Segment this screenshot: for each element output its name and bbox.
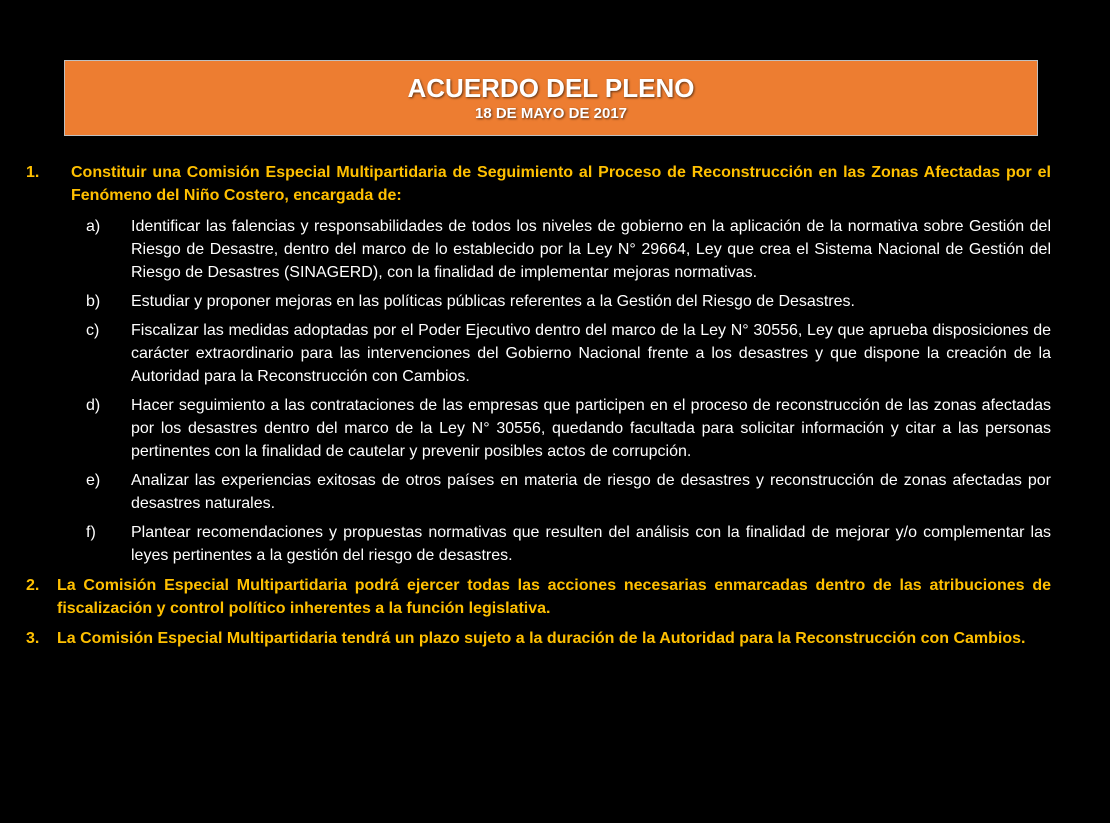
subitem-f [0,521,1110,567]
subitem-text: Hacer seguimiento a las contrataciones de las empresas que participen en el proceso de reconstrucción de las zonas afectadas por los desastres dentro del marco de la Ley N° 30556, quedando facultada para solicitar información y citar a las personas pertinentes con la finalidad de cautelar y prevenir posibles actos de corrupción. [131,397,1051,460]
item-number: 3. [26,630,40,647]
subitem-d [0,394,1110,463]
agreement-item-3 [0,627,1110,650]
subitem-letter: f) [86,524,96,541]
page-title: ACUERDO DEL PLENO [407,73,695,103]
item-text: La Comisión Especial Multipartidaria podrá ejercer todas las acciones necesarias enmarcadas dentro de las atribuciones de fiscalización y control político inherentes a la función legislativa. [57,577,1051,617]
agreement-item-1 [0,161,1110,567]
page-date: 18 DE MAYO DE 2017 [474,105,628,122]
subitem-text: Plantear recomendaciones y propuestas normativas que resulten del análisis con la finalidad de mejorar y/o complementar las leyes pertinentes a la gestión del riesgo de desastres. [131,524,1051,564]
subitem-letter: d) [86,397,101,414]
subitem-e [0,469,1110,515]
agreement-content [0,161,1110,650]
subitem-a [0,215,1110,284]
subitem-letter: a) [86,218,101,235]
subitem-text: Analizar las experiencias exitosas de otros países en materia de riesgo de desastres y reconstrucción de zonas afectadas por desastres naturales. [131,472,1051,512]
item-number: 2. [26,577,40,594]
subitem-text: Fiscalizar las medidas adoptadas por el Poder Ejecutivo dentro del marco de la Ley N° 30556, Ley que aprueba disposiciones de carácter extraordinario para las intervenciones del Gobierno Nacional frente a los desastres y que dispone la creación de la Autoridad para la Reconstrucción con Cambios. [131,322,1051,385]
item-number: 1. [26,164,40,181]
subitem-text: Estudiar y proponer mejoras en las políticas públicas referentes a la Gestión del Riesgo de Desastres. [131,293,855,310]
subitem-letter: c) [86,322,100,339]
agreement-item-2 [0,574,1110,620]
subitem-c [0,319,1110,388]
subitem-letter: b) [86,293,101,310]
subitem-letter: e) [86,472,101,489]
subitem-b [0,290,1110,313]
item-text: Constituir una Comisión Especial Multipartidaria de Seguimiento al Proceso de Reconstrucción en las Zonas Afectadas por el Fenómeno del Niño Costero, encargada de: [71,164,1051,204]
item-text: La Comisión Especial Multipartidaria tendrá un plazo sujeto a la duración de la Autoridad para la Reconstrucción con Cambios. [57,630,1026,647]
subitem-text: Identificar las falencias y responsabilidades de todos los niveles de gobierno en la aplicación de la normativa sobre Gestión del Riesgo de Desastre, dentro del marco de lo establecido por la Ley N° 29664, Ley que crea el Sistema Nacional de Gestión del Riesgo de Desastres (SINAGERD), con la finalidad de implementar mejoras normativas. [131,218,1051,281]
title-banner [64,60,1038,136]
